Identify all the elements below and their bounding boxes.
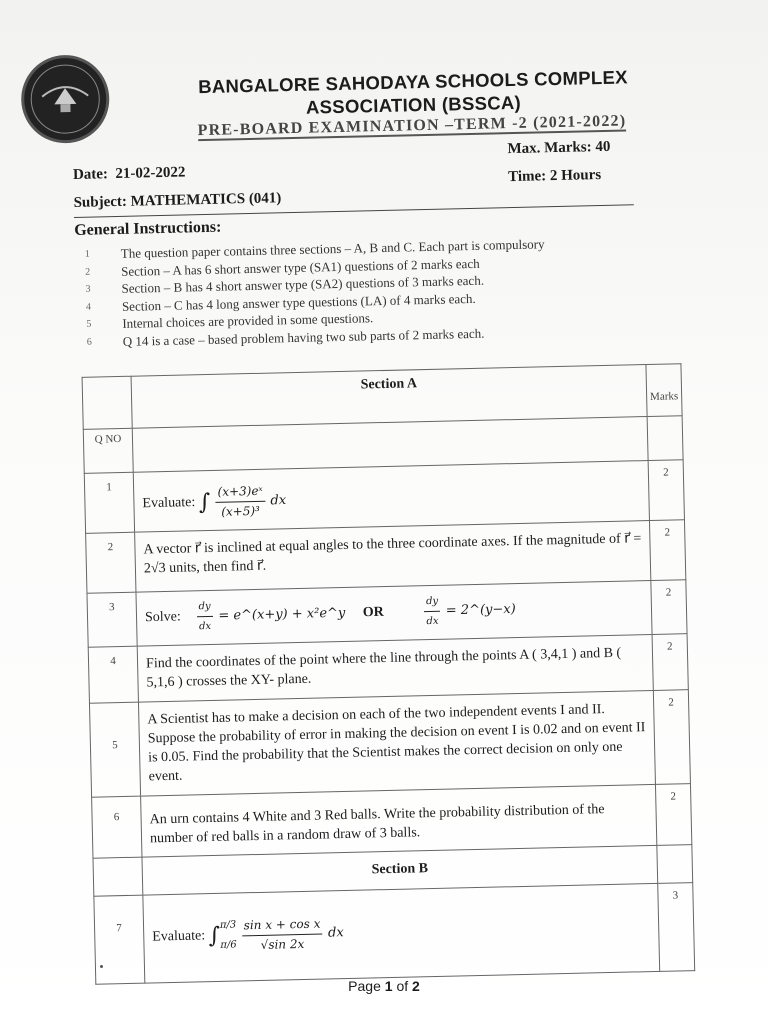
speck	[100, 965, 103, 968]
question-number: 6	[92, 796, 142, 858]
question-text: Solve: $\frac{dy}{dx}$ = e^(x+y) + x²e^y OR $\frac{dy}{dx}$ = 2^(y−x)	[136, 580, 652, 646]
question-number: 7	[94, 895, 145, 984]
instruction-item: 3 Section – B has 4 short answer type (SA2) questions of 3 marks each.	[85, 272, 485, 296]
section-a-heading: Section A	[131, 365, 647, 429]
date-value: 21-02-2022	[115, 164, 186, 183]
question-text: A Scientist has to make a decision on each of the two independent events I and II. Suppose the probability of error in making the decision on event I is 0.02 and on event II is 0.05. Find the probability that the Scientist makes the correct decision on only one event.	[138, 690, 655, 796]
subject-value: MATHEMATICS (041)	[130, 190, 282, 210]
question-number: 3	[87, 592, 137, 647]
instruction-item: 4 Section – C has 4 long answer type questions (LA) of 4 marks each.	[85, 290, 476, 314]
section-b-heading: Section B	[142, 845, 658, 895]
integral-icon: ∫	[198, 489, 211, 516]
question-text: Evaluate: ∫ π/3 π/6 $\frac{\text{sin x + cos x}}{√\sin 2x}$ dx	[143, 883, 660, 983]
derivative: $\frac{dy}{dx}$	[424, 592, 441, 631]
page-prefix: Page	[348, 978, 381, 994]
fraction: $\frac{\text{sin x + cos x}}{√\sin 2x}$	[241, 914, 323, 955]
instruction-item: 6 Q 14 is a case – based problem having two sub parts of 2 marks each.	[86, 325, 485, 349]
question-row	[94, 883, 695, 985]
exam-sheet	[40, 32, 741, 967]
page-of: of	[396, 978, 409, 994]
question-number: 5	[89, 702, 140, 797]
question-marks: 2	[651, 580, 687, 635]
instruction-item: 1 The question paper contains three sections – A, B and C. Each part is compulsory	[84, 236, 545, 261]
derivative: $\frac{dy}{dx}$	[196, 597, 213, 636]
question-row	[89, 690, 690, 798]
question-number: 1	[84, 472, 134, 533]
exam-title-text: PRE-BOARD EXAMINATION –TERM -2 (2021-2022)	[197, 112, 627, 140]
instructions-list	[85, 234, 647, 352]
question-marks: 2	[655, 784, 691, 846]
integral-limits: π/3 π/6	[219, 919, 237, 951]
question-text: An urn contains 4 White and 3 Red balls. Write the probability distribution of the number of red balls in a random draw of 3 balls.	[141, 784, 657, 857]
question-marks: 2	[653, 690, 690, 785]
questions-table	[82, 363, 696, 984]
question-number: 4	[88, 646, 138, 703]
subject-line	[73, 190, 281, 212]
question-number: 2	[86, 532, 136, 593]
question-marks: 2	[649, 520, 685, 581]
question-text: Evaluate: ∫ $\frac{\text{(x+3)eˣ}}{\text{(x+5)³}}$ dx	[133, 461, 649, 533]
question-marks: 2	[648, 460, 684, 521]
qno-header: Q NO	[83, 428, 133, 473]
marks-header: Marks	[646, 364, 682, 417]
instruction-item: 5 Internal choices are provided in some questions.	[86, 310, 374, 331]
org-title-line1: BANGALORE SAHODAYA SCHOOLS COMPLEX	[197, 66, 628, 98]
time-allowed: Time: 2 Hours	[507, 167, 602, 186]
max-marks: Max. Marks: 40	[507, 138, 611, 158]
instructions-title: General Instructions:	[74, 218, 222, 239]
fraction: $\frac{\text{(x+3)eˣ}}{\text{(x+5)³}}$	[215, 482, 265, 522]
question-marks: 2	[652, 634, 688, 691]
subject-label: Subject:	[73, 193, 128, 211]
date-line	[73, 164, 186, 184]
page-footer	[0, 978, 768, 994]
date-label: Date:	[72, 166, 109, 183]
org-title-line2: ASSOCIATION (BSSCA)	[305, 91, 522, 118]
logo-seal-icon	[23, 57, 107, 141]
page-number: 1	[384, 978, 393, 994]
question-text: Find the coordinates of the point where the line through the points A ( 3,4,1 ) and B ( 5,1,6 ) crosses the XY- plane.	[137, 634, 653, 702]
integral-icon: ∫	[208, 923, 221, 949]
instruction-item: 2 Section – A has 6 short answer type (SA1) questions of 2 marks each	[85, 255, 480, 279]
school-logo	[20, 54, 110, 144]
question-marks: 3	[658, 883, 695, 972]
page-total: 2	[412, 978, 420, 994]
question-text: A vector r⃗ is inclined at equal angles to the three coordinate axes. If the magnitude of r⃗ = 2√3 units, then find r⃗.	[135, 521, 651, 593]
